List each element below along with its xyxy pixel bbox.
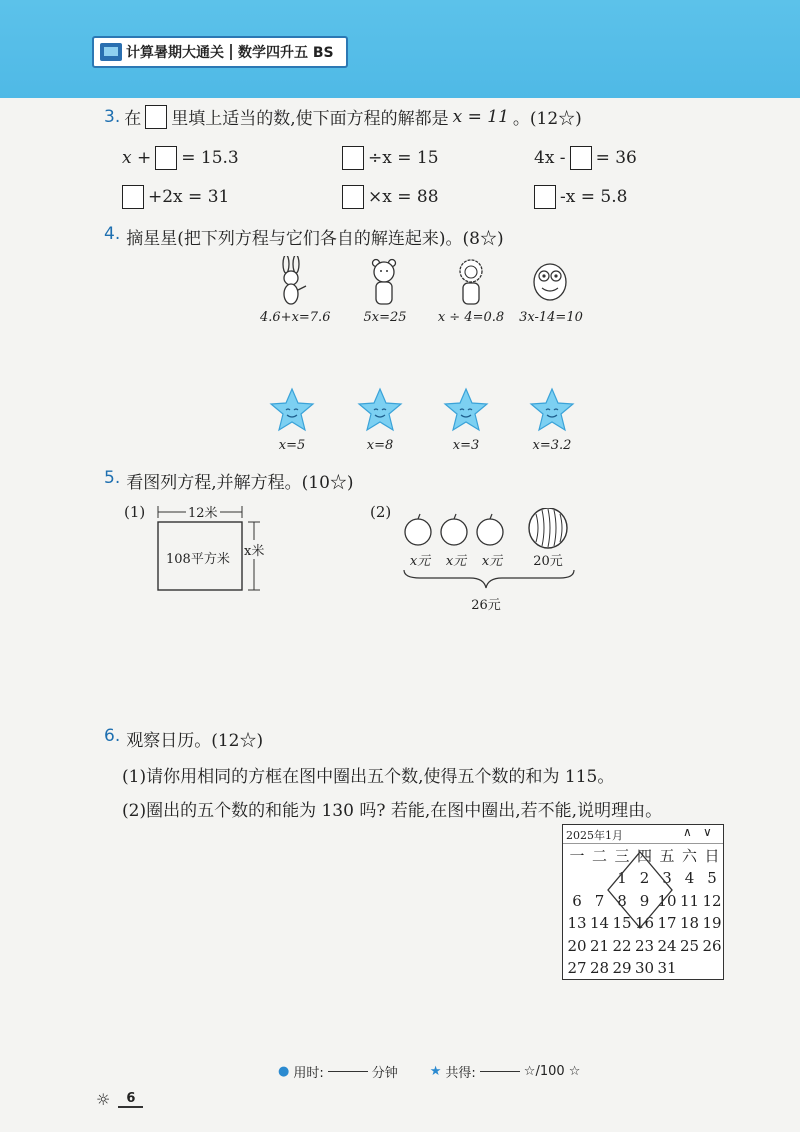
header-subject: 数学四升五 BS <box>238 45 334 61</box>
q3-solution: x = 11 <box>452 106 509 127</box>
calendar-day[interactable]: 31 <box>657 959 677 977</box>
q6-prompt <box>104 726 263 751</box>
calendar-day[interactable]: 15 <box>612 914 632 932</box>
answer-box[interactable] <box>342 146 364 170</box>
answer-box[interactable] <box>342 185 364 209</box>
q3-eq-5 <box>342 185 439 209</box>
star-icon <box>442 386 490 434</box>
eq-right: = 36 <box>595 148 637 168</box>
q6-sub1: (1)请你用相同的方框在图中圈出五个数,使得五个数的和为 115。 <box>122 767 615 787</box>
calendar-weekday: 一 <box>569 847 585 865</box>
page-number: 6 <box>118 1091 143 1108</box>
eq-right: -x = 5.8 <box>560 187 628 207</box>
answer-box[interactable] <box>534 185 556 209</box>
calendar-day[interactable]: 22 <box>612 936 632 955</box>
q3-eq-3 <box>534 146 637 170</box>
star-solution: x=5 <box>278 438 306 453</box>
header-divider <box>230 44 232 60</box>
header-title: 计算暑期大通关 <box>126 45 224 61</box>
rect-height-label: x米 <box>244 540 264 559</box>
calendar-day[interactable]: 30 <box>634 959 655 977</box>
calendar-day[interactable]: 26 <box>702 936 722 955</box>
eq-left: 4x - <box>534 148 566 168</box>
star-icon <box>268 386 316 434</box>
q5-part2-label: (2) <box>370 503 392 521</box>
q3-prompt-box <box>145 105 167 129</box>
calendar-day[interactable]: 17 <box>657 914 677 932</box>
chevron-down-icon[interactable]: ∨ <box>703 825 712 839</box>
calendar-day[interactable]: 8 <box>617 891 627 910</box>
star-icon <box>356 386 404 434</box>
q4-number: 4. <box>104 224 121 244</box>
calendar-day[interactable]: 20 <box>567 936 587 955</box>
q3-eq-2 <box>342 146 439 170</box>
eq-right: ×x = 88 <box>368 187 439 207</box>
score-blank[interactable] <box>480 1071 520 1072</box>
calendar-day[interactable]: 11 <box>679 891 700 910</box>
calendar-day[interactable]: 7 <box>594 891 605 910</box>
calendar-day[interactable]: 19 <box>702 914 722 932</box>
time-blank[interactable] <box>328 1071 368 1072</box>
diamond-selection <box>600 848 680 934</box>
calendar-title: 2025年1月 <box>566 829 623 842</box>
q3-suffix: 。(12☆) <box>512 109 582 129</box>
calendar-day[interactable]: 12 <box>702 891 722 910</box>
star-solution: x=3.2 <box>532 438 572 453</box>
owl-icon <box>532 262 568 302</box>
answer-box[interactable] <box>570 146 592 170</box>
clock-icon: ● <box>278 1064 290 1079</box>
orange-icon <box>477 519 503 545</box>
q3-eq-4 <box>122 185 229 209</box>
orange-icon <box>405 519 431 545</box>
calendar-weekday: 五 <box>659 847 675 865</box>
q3-text-after: 里填上适当的数,使下面方程的解都是 <box>171 109 449 129</box>
score-unit: ☆/100 ☆ <box>523 1064 581 1079</box>
star-small-icon: ★ <box>429 1064 442 1079</box>
calendar-day[interactable]: 27 <box>567 959 587 977</box>
sun-icon: ☼ <box>96 1090 111 1109</box>
page-footer <box>96 1090 143 1109</box>
eq-right: +2x = 31 <box>148 187 230 207</box>
score-label: 共得: <box>445 1066 476 1081</box>
rect-area-label: 108平方米 <box>166 552 230 567</box>
calendar-day[interactable]: 13 <box>567 914 587 932</box>
calendar-day[interactable]: 16 <box>634 914 655 932</box>
footer-stats <box>278 1062 580 1081</box>
q6-number: 6. <box>104 726 121 746</box>
calendar-weekday: 二 <box>591 847 607 865</box>
calendar-day[interactable]: 18 <box>679 914 700 932</box>
q4-text: 摘星星(把下列方程与它们各自的解连起来)。(8☆) <box>126 229 504 249</box>
answer-box[interactable] <box>122 185 144 209</box>
q3-eq-6 <box>534 185 627 209</box>
bear-icon <box>370 258 398 306</box>
q4-prompt <box>104 224 504 249</box>
calendar-day[interactable]: 5 <box>707 869 717 887</box>
calendar-day[interactable]: 3 <box>662 869 672 887</box>
star-icon <box>528 386 576 434</box>
q3-prompt <box>104 104 582 129</box>
watermelon-icon <box>529 508 567 548</box>
time-unit: 分钟 <box>371 1066 398 1081</box>
animal-equation: 3x-14=10 <box>519 310 583 325</box>
q5-number: 5. <box>104 468 121 488</box>
animal-equation: x ÷ 4=0.8 <box>437 310 505 325</box>
q5-text: 看图列方程,并解方程。(10☆) <box>126 473 354 493</box>
calendar-day[interactable]: 29 <box>612 959 632 977</box>
q3-eq-1 <box>122 146 239 170</box>
book-icon <box>100 43 122 61</box>
calendar-day[interactable]: 14 <box>589 914 610 932</box>
fruit-price: x元 <box>445 554 467 569</box>
q6-sub2: (2)圈出的五个数的和能为 130 吗? 若能,在图中圈出,若不能,说明理由。 <box>122 801 663 821</box>
q5-prompt <box>104 468 354 493</box>
q3-number: 3. <box>104 106 121 127</box>
time-label: 用时: <box>293 1066 324 1081</box>
calendar-day[interactable]: 28 <box>589 959 610 977</box>
calendar-weekday: 四 <box>636 847 652 865</box>
q5-part1-label: (1) <box>124 503 146 521</box>
total-price: 26元 <box>471 598 501 613</box>
eq-right: ÷x = 15 <box>368 148 439 168</box>
calendar-day[interactable]: 1 <box>617 869 627 887</box>
rect-width-label: 12米 <box>186 502 220 521</box>
q6-text: 观察日历。(12☆) <box>126 731 264 751</box>
fruit-price: x元 <box>409 554 431 569</box>
eq-left: x + <box>122 148 152 168</box>
calendar-day[interactable]: 9 <box>639 891 650 910</box>
calendar-day[interactable]: 23 <box>634 936 655 955</box>
answer-box[interactable] <box>155 146 177 170</box>
star-solution: x=3 <box>452 438 480 453</box>
chevron-up-icon[interactable]: ∧ <box>683 825 692 839</box>
eq-right: = 15.3 <box>181 148 239 168</box>
animal-equation: 4.6+x=7.6 <box>260 310 331 325</box>
q3-text-before: 在 <box>124 109 142 129</box>
calendar-weekday: 六 <box>681 847 697 865</box>
calendar-day[interactable]: 24 <box>657 936 677 955</box>
header-title-box <box>92 36 348 68</box>
calendar-day[interactable]: 10 <box>657 891 677 910</box>
calendar-day[interactable]: 4 <box>684 869 695 887</box>
calendar-day[interactable]: 25 <box>679 936 700 955</box>
calendar-day[interactable]: 6 <box>572 891 582 910</box>
calendar-day[interactable]: 21 <box>589 936 610 955</box>
calendar-weekday: 日 <box>704 847 720 865</box>
calendar-weekday: 三 <box>614 847 630 865</box>
orange-icon <box>441 519 467 545</box>
fruit-price: x元 <box>481 554 503 569</box>
rabbit-icon <box>274 256 310 308</box>
animal-equation: 5x=25 <box>363 310 407 325</box>
star-solution: x=8 <box>366 438 394 453</box>
sheep-icon <box>456 258 486 306</box>
calendar-day[interactable]: 2 <box>639 869 650 887</box>
melon-price: 20元 <box>533 554 563 569</box>
